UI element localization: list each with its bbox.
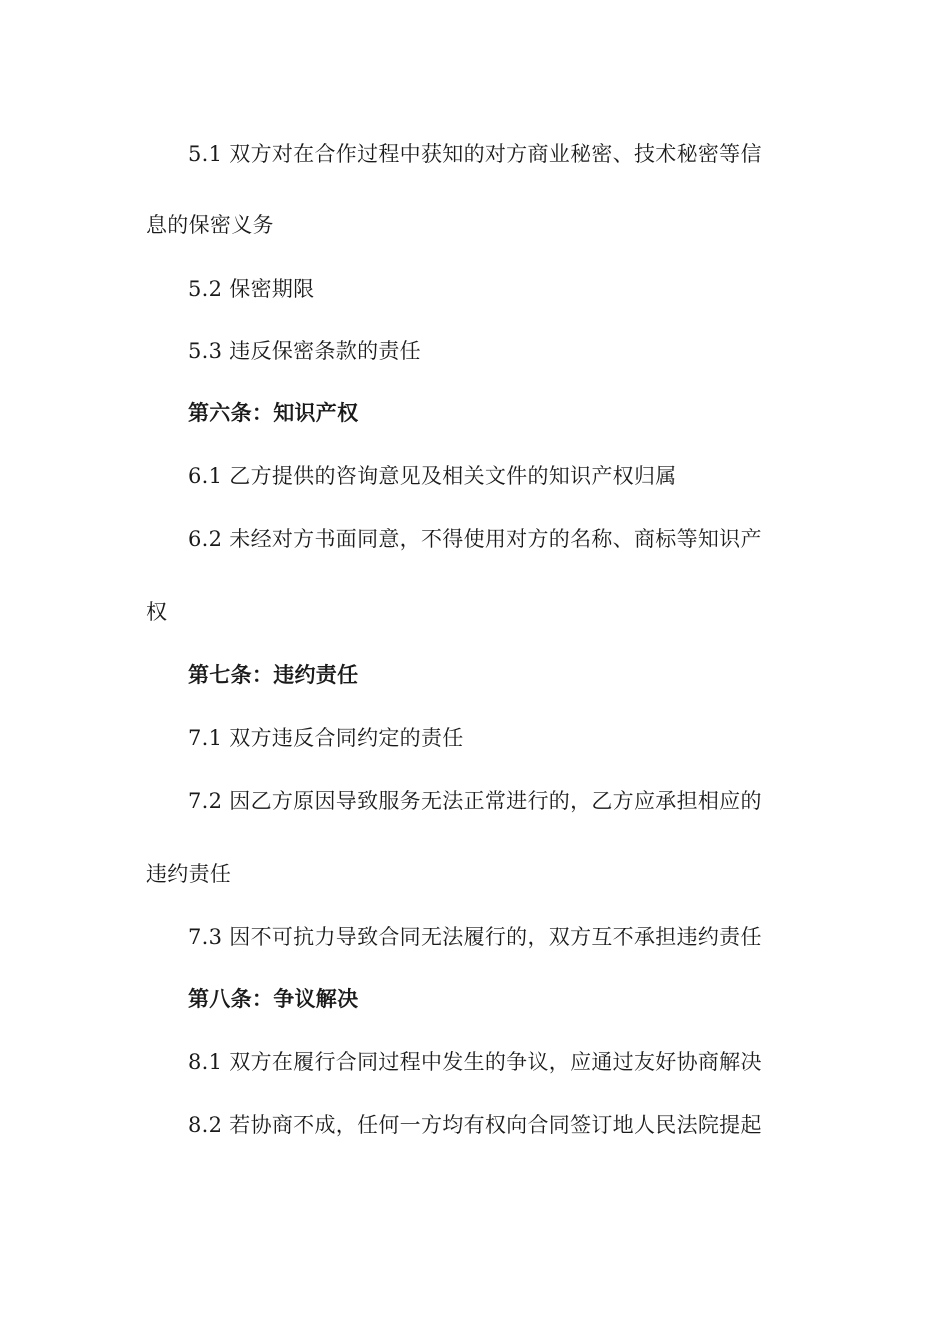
clause-6-1: 6.1 乙方提供的咨询意见及相关文件的知识产权归属	[188, 464, 677, 488]
clause-5-1-line-1: 5.1 双方对在合作过程中获知的对方商业秘密、技术秘密等信	[188, 142, 762, 166]
clause-5-2: 5.2 保密期限	[188, 277, 315, 301]
clause-8-1: 8.1 双方在履行合同过程中发生的争议，应通过友好协商解决	[188, 1050, 762, 1074]
clause-5-1-line-2: 息的保密义务	[146, 213, 274, 237]
clause-7-2-line-2: 违约责任	[146, 862, 232, 886]
clause-6-2-line-2: 权	[146, 600, 168, 624]
clause-7-1: 7.1 双方违反合同约定的责任	[188, 726, 464, 750]
clause-7-2-line-1: 7.2 因乙方原因导致服务无法正常进行的，乙方应承担相应的	[188, 789, 762, 813]
section-heading-6: 第六条：知识产权	[188, 400, 359, 425]
section-heading-7: 第七条：违约责任	[188, 662, 359, 687]
clause-5-3: 5.3 违反保密条款的责任	[188, 339, 421, 363]
clause-8-2-line-1: 8.2 若协商不成，任何一方均有权向合同签订地人民法院提起	[188, 1113, 762, 1137]
clause-6-2-line-1: 6.2 未经对方书面同意，不得使用对方的名称、商标等知识产	[188, 527, 762, 551]
section-heading-8: 第八条：争议解决	[188, 986, 359, 1011]
clause-7-3: 7.3 因不可抗力导致合同无法履行的，双方互不承担违约责任	[188, 925, 762, 949]
